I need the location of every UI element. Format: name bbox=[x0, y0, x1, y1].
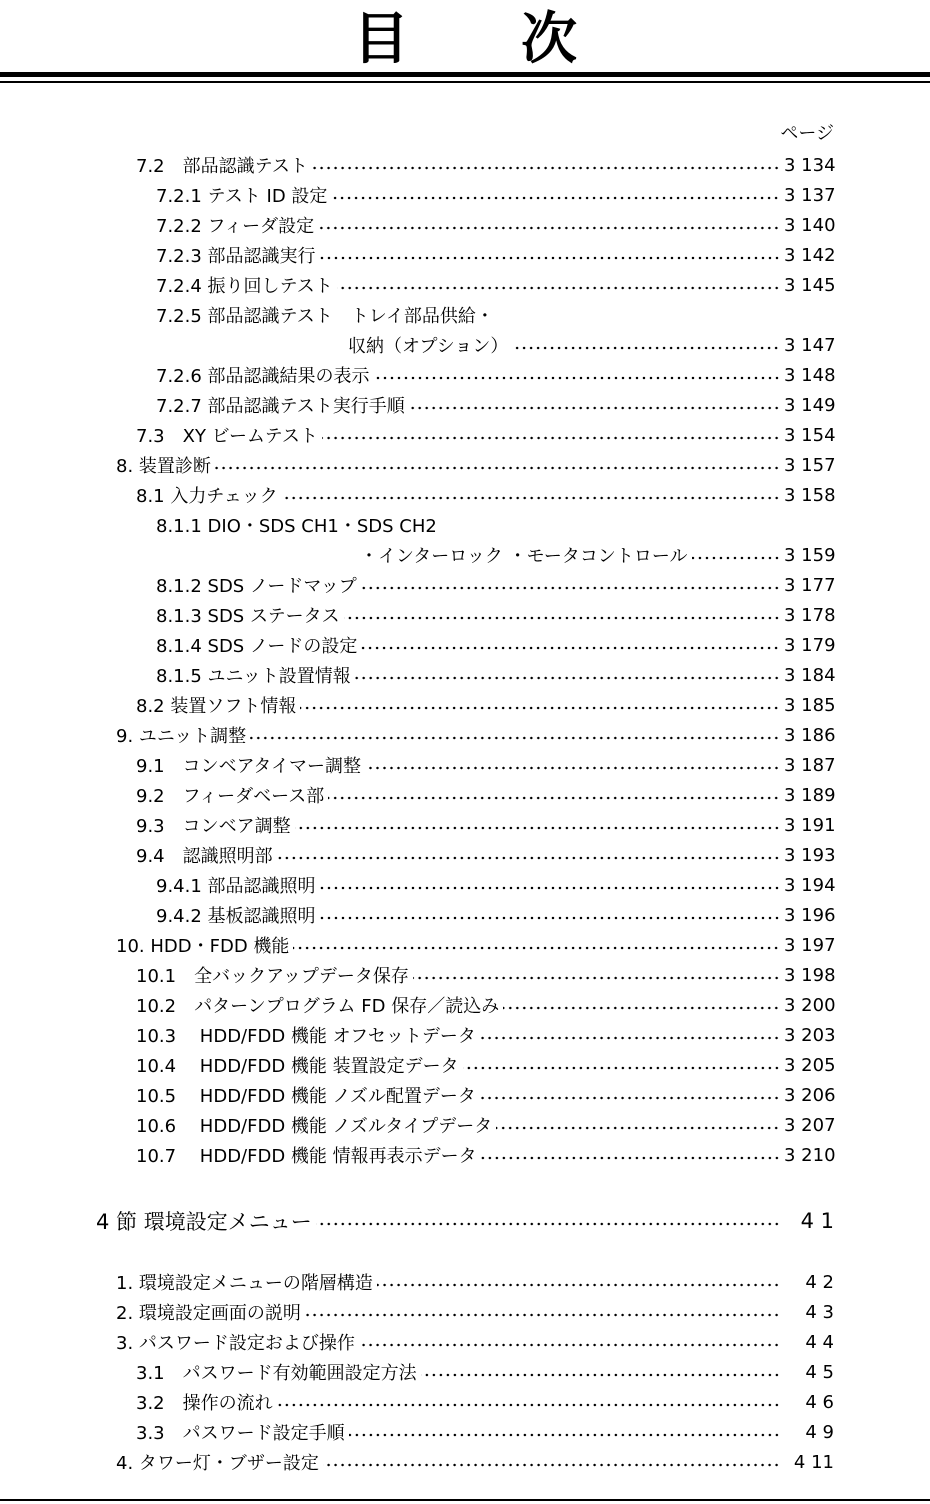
toc-entry-label: 7.2.5 部品認識テスト トレイ部品供給・ bbox=[156, 306, 494, 327]
toc-entry-label: 9.4 認識照明部 bbox=[136, 846, 273, 867]
toc-entry[interactable] bbox=[156, 900, 834, 930]
toc-section-label: 4 節 環境設定メニュー bbox=[96, 1210, 312, 1234]
toc-entry-label: 8.2 装置ソフト情報 bbox=[136, 696, 297, 717]
toc-leader-dots bbox=[322, 436, 780, 440]
toc-entry[interactable] bbox=[156, 390, 834, 420]
toc-section-heading[interactable] bbox=[96, 1204, 834, 1238]
toc-entry-continued[interactable] bbox=[348, 330, 834, 360]
toc-entry-label: 10.3 HDD/FDD 機能 オフセットデータ bbox=[136, 1026, 476, 1047]
toc-entry[interactable] bbox=[136, 750, 834, 780]
toc-entry-page: 3 140 bbox=[784, 214, 836, 236]
toc-entry-label: 7.2.7 部品認識テスト実行手順 bbox=[156, 396, 405, 417]
toc-leader-dots bbox=[337, 286, 780, 290]
toc-entry-label: 9.4.2 基板認識照明 bbox=[156, 906, 316, 927]
toc-entry-label: 収納（オプション） bbox=[348, 336, 509, 357]
toc-entry[interactable] bbox=[136, 480, 834, 510]
toc-entry-label: 4. タワー灯・ブザー設定 bbox=[116, 1453, 319, 1474]
toc-entry-page: 3 205 bbox=[784, 1054, 836, 1076]
toc-leader-dots bbox=[463, 1066, 780, 1070]
toc-entry-label: 9.4.1 部品認識照明 bbox=[156, 876, 316, 897]
toc-leader-dots bbox=[300, 706, 780, 710]
toc-leader-dots bbox=[480, 1036, 780, 1040]
toc-leader-dots bbox=[409, 406, 780, 410]
toc-leader-dots bbox=[480, 1096, 780, 1100]
toc-entry-page: 3 179 bbox=[784, 634, 836, 656]
toc-entry-page: 3 198 bbox=[784, 964, 836, 986]
toc-entry-page: 3 210 bbox=[784, 1144, 836, 1166]
footer-rule bbox=[0, 1499, 930, 1501]
toc-leader-dots bbox=[359, 1343, 780, 1347]
toc-entry-page: 3 200 bbox=[784, 994, 836, 1016]
toc-entry-page: 4 1 bbox=[800, 1209, 834, 1233]
toc-entry-page: 4 2 bbox=[805, 1271, 834, 1293]
toc-entry-label: 10.6 HDD/FDD 機能 ノズルタイプデータ bbox=[136, 1116, 493, 1137]
toc-leader-dots bbox=[481, 1156, 780, 1160]
toc-entry[interactable] bbox=[136, 1417, 834, 1447]
toc-entry-page: 3 184 bbox=[784, 664, 836, 686]
toc-leader-dots bbox=[361, 646, 780, 650]
toc-entry[interactable] bbox=[136, 1020, 834, 1050]
toc-entry-label: 9.1 コンベアタイマー調整 bbox=[136, 756, 362, 777]
toc-leader-dots bbox=[215, 466, 780, 470]
toc-entry-label: 3.3 パスワード設定手順 bbox=[136, 1423, 345, 1444]
toc-entry-label: 7.2.3 部品認識実行 bbox=[156, 246, 316, 267]
toc-entry[interactable] bbox=[136, 1080, 834, 1110]
toc-entry-page: 4 3 bbox=[805, 1301, 834, 1323]
toc-leader-dots bbox=[496, 1126, 780, 1130]
toc-entry-label: 2. 環境設定画面の説明 bbox=[116, 1303, 301, 1324]
toc-entry-label: 1. 環境設定メニューの階層構造 bbox=[116, 1273, 373, 1294]
toc-entry-page: 3 197 bbox=[784, 934, 836, 956]
toc-entry[interactable] bbox=[156, 180, 834, 210]
toc-entry-page: 3 148 bbox=[784, 364, 836, 386]
toc-entry-page: 3 157 bbox=[784, 454, 836, 476]
title-rule-thick bbox=[0, 72, 930, 77]
toc-entry[interactable] bbox=[116, 1447, 834, 1477]
toc-entry[interactable] bbox=[116, 720, 834, 750]
page-column-header: ページ bbox=[780, 123, 834, 144]
toc-entry-label: 3.1 パスワード有効範囲設定方法 bbox=[136, 1363, 417, 1384]
toc-entry[interactable] bbox=[116, 450, 834, 480]
toc-leader-dots bbox=[277, 856, 780, 860]
toc-leader-dots bbox=[312, 166, 780, 170]
title-rule-thin bbox=[0, 81, 930, 83]
toc-entry-label: 8.1.2 SDS ノードマップ bbox=[156, 576, 357, 597]
toc-leader-dots bbox=[328, 796, 780, 800]
toc-entry-label: 10. HDD・FDD 機能 bbox=[116, 936, 290, 957]
toc-entry-page: 3 178 bbox=[784, 604, 836, 626]
toc-leader-dots bbox=[320, 886, 780, 890]
toc-leader-dots bbox=[503, 1006, 780, 1010]
toc-entry-label: 7.2.1 テスト ID 設定 bbox=[156, 186, 328, 207]
toc-entry-label: 8.1 入力チェック bbox=[136, 486, 278, 507]
toc-entry[interactable] bbox=[136, 840, 834, 870]
toc-entry-page: 4 11 bbox=[793, 1451, 834, 1473]
toc-entry-page: 3 194 bbox=[784, 874, 836, 896]
toc-entry[interactable] bbox=[156, 300, 494, 330]
toc-entry[interactable] bbox=[136, 150, 834, 180]
toc-entry-label: 10.7 HDD/FDD 機能 情報再表示データ bbox=[136, 1146, 477, 1167]
toc-leader-dots bbox=[692, 556, 780, 560]
title-char-2: 次 bbox=[521, 7, 577, 72]
toc-entry-page: 3 207 bbox=[784, 1114, 836, 1136]
toc-entry[interactable] bbox=[156, 600, 834, 630]
toc-entry-page: 4 9 bbox=[805, 1421, 834, 1443]
toc-entry-page: 3 159 bbox=[784, 544, 836, 566]
toc-entry-page: 3 137 bbox=[784, 184, 836, 206]
toc-entry-label: 9.3 コンベア調整 bbox=[136, 816, 291, 837]
toc-entry-label: 10.2 パターンプログラム FD 保存／読込み bbox=[136, 996, 500, 1017]
toc-entry-label: 8.1.5 ユニット設置情報 bbox=[156, 666, 351, 687]
toc-leader-dots bbox=[318, 226, 780, 230]
toc-leader-dots bbox=[316, 1222, 780, 1226]
toc-leader-dots bbox=[413, 976, 780, 980]
toc-entry[interactable] bbox=[156, 510, 437, 540]
toc-entry-continued[interactable] bbox=[360, 540, 834, 570]
title-char-1: 目 bbox=[353, 7, 409, 72]
toc-leader-dots bbox=[361, 586, 780, 590]
toc-entry[interactable] bbox=[116, 1267, 834, 1297]
toc-leader-dots bbox=[282, 496, 780, 500]
toc-leader-dots bbox=[320, 916, 780, 920]
toc-entry[interactable] bbox=[136, 1110, 834, 1140]
toc-leader-dots bbox=[349, 1433, 780, 1437]
toc-entry-label: 7.2.4 振り回しテスト bbox=[156, 276, 333, 297]
toc-entry[interactable] bbox=[116, 1327, 834, 1357]
toc-entry-page: 3 193 bbox=[784, 844, 836, 866]
toc-leader-dots bbox=[344, 616, 780, 620]
toc-leader-dots bbox=[374, 376, 780, 380]
toc-entry-page: 4 6 bbox=[805, 1391, 834, 1413]
toc-entry[interactable] bbox=[156, 660, 834, 690]
toc-entry[interactable] bbox=[136, 960, 834, 990]
toc-entry[interactable] bbox=[156, 240, 834, 270]
toc-entry[interactable] bbox=[156, 360, 834, 390]
toc-entry[interactable] bbox=[116, 930, 834, 960]
toc-entry-page: 3 134 bbox=[784, 154, 836, 176]
toc-entry[interactable] bbox=[136, 780, 834, 810]
toc-entry[interactable] bbox=[156, 630, 834, 660]
toc-leader-dots bbox=[331, 196, 780, 200]
toc-entry-page: 3 203 bbox=[784, 1024, 836, 1046]
toc-entry-page: 3 158 bbox=[784, 484, 836, 506]
toc-leader-dots bbox=[355, 676, 780, 680]
toc-entry[interactable] bbox=[136, 810, 834, 840]
toc-entry-label: 8. 装置診断 bbox=[116, 456, 211, 477]
toc-leader-dots bbox=[295, 826, 780, 830]
toc-entry-label: 9.2 フィーダベース部 bbox=[136, 786, 325, 807]
toc-entry-page: 3 149 bbox=[784, 394, 836, 416]
toc-entry-page: 4 4 bbox=[805, 1331, 834, 1353]
toc-entry-label: 9. ユニット調整 bbox=[116, 726, 247, 747]
toc-entry-page: 3 196 bbox=[784, 904, 836, 926]
toc-entry-page: 3 147 bbox=[784, 334, 836, 356]
toc-entry[interactable] bbox=[136, 1140, 834, 1170]
toc-entry[interactable] bbox=[136, 1357, 834, 1387]
toc-entry[interactable] bbox=[136, 420, 834, 450]
toc-entry[interactable] bbox=[116, 1297, 834, 1327]
toc-leader-dots bbox=[250, 736, 780, 740]
toc-entry-page: 3 142 bbox=[784, 244, 836, 266]
toc-entry[interactable] bbox=[136, 1387, 834, 1417]
toc-entry-page: 3 177 bbox=[784, 574, 836, 596]
toc-entry-label: 7.2.6 部品認識結果の表示 bbox=[156, 366, 370, 387]
toc-leader-dots bbox=[365, 766, 780, 770]
toc-entry[interactable] bbox=[156, 210, 834, 240]
toc-entry-page: 3 186 bbox=[784, 724, 836, 746]
toc-entry-label: 7.2 部品認識テスト bbox=[136, 156, 308, 177]
toc-entry-label: 3.2 操作の流れ bbox=[136, 1393, 273, 1414]
toc-leader-dots bbox=[305, 1313, 780, 1317]
toc-leader-dots bbox=[293, 946, 780, 950]
toc-entry[interactable] bbox=[136, 990, 834, 1020]
toc-entry-label: 3. パスワード設定および操作 bbox=[116, 1333, 355, 1354]
toc-leader-dots bbox=[323, 1463, 780, 1467]
toc-entry-label: 10.1 全バックアップデータ保存 bbox=[136, 966, 409, 987]
toc-entry-page: 4 5 bbox=[805, 1361, 834, 1383]
toc-leader-dots bbox=[512, 346, 780, 350]
toc-entry-label: 10.5 HDD/FDD 機能 ノズル配置データ bbox=[136, 1086, 476, 1107]
toc-entry[interactable] bbox=[156, 870, 834, 900]
toc-entry-label: 8.1.3 SDS ステータス bbox=[156, 606, 340, 627]
toc-entry-page: 3 187 bbox=[784, 754, 836, 776]
toc-entry-page: 3 154 bbox=[784, 424, 836, 446]
page-title bbox=[0, 2, 930, 72]
toc-entry[interactable] bbox=[136, 690, 834, 720]
toc-entry-page: 3 145 bbox=[784, 274, 836, 296]
toc-entry-label: 8.1.1 DIO・SDS CH1・SDS CH2 bbox=[156, 516, 437, 537]
toc-entry-label: 8.1.4 SDS ノードの設定 bbox=[156, 636, 358, 657]
toc-leader-dots bbox=[421, 1373, 780, 1377]
toc-leader-dots bbox=[320, 256, 780, 260]
toc-entry-page: 3 185 bbox=[784, 694, 836, 716]
toc-leader-dots bbox=[377, 1283, 780, 1287]
toc-entry[interactable] bbox=[136, 1050, 834, 1080]
toc-entry-page: 3 191 bbox=[784, 814, 836, 836]
toc-entry[interactable] bbox=[156, 270, 834, 300]
toc-entry-label: 10.4 HDD/FDD 機能 装置設定データ bbox=[136, 1056, 459, 1077]
toc-entry[interactable] bbox=[156, 570, 834, 600]
toc-entry-label: ・インターロック ・モータコントロール bbox=[360, 546, 688, 567]
toc-entry-label: 7.3 XY ビームテスト bbox=[136, 426, 318, 447]
toc-entry-page: 3 206 bbox=[784, 1084, 836, 1106]
toc-entry-label: 7.2.2 フィーダ設定 bbox=[156, 216, 315, 237]
toc-entry-page: 3 189 bbox=[784, 784, 836, 806]
toc-leader-dots bbox=[277, 1403, 780, 1407]
